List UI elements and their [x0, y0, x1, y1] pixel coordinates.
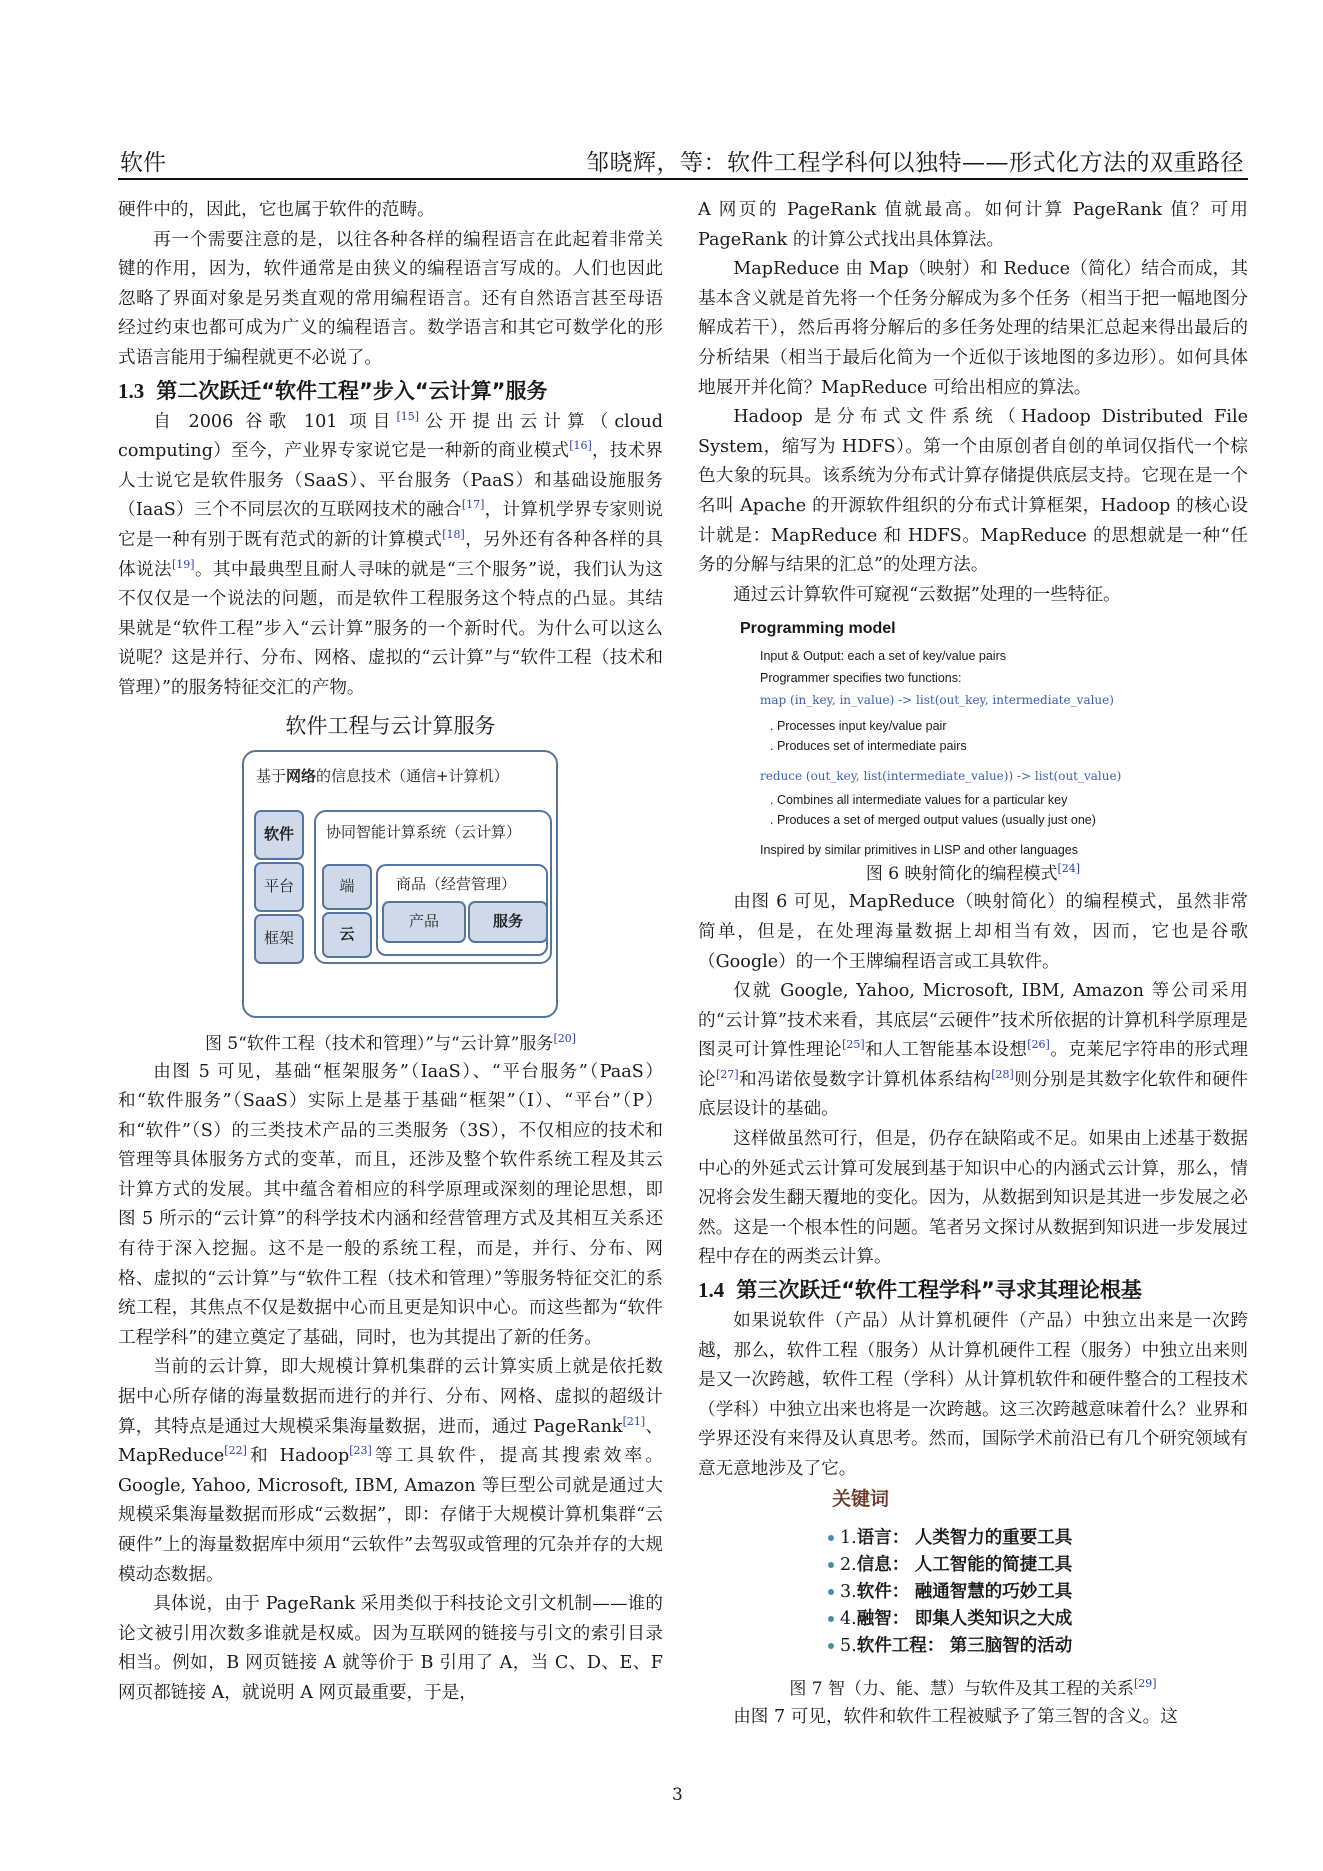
section-heading-1-3 [118, 374, 663, 408]
map-bullet: . Processes input key/value pair [770, 719, 947, 734]
paragraph: 由图 6 可见，MapReduce（映射简化）的编程模式，虽然非常简单，但是，在处理海量数据上却相当有效，因而，它也是谷歌（Google）的一个王牌编程语言或工具软件。 [698, 892, 1248, 972]
figure-title: 软件工程与云计算服务 [285, 713, 496, 738]
reduce-bullet: . Produces a set of merged output values (usually just one) [770, 813, 1096, 828]
paragraph: 硬件中的，因此，它也属于软件的范畴。 [118, 200, 435, 220]
cell-terminal: 端 [322, 864, 372, 910]
keyword-item: 3.软件： 融通智慧的巧妙工具 [828, 1579, 1072, 1606]
paragraph: 由图 7 可见，软件和软件工程被赋予了第三智的含义。这 [733, 1706, 1178, 1727]
citation-link[interactable]: [19] [171, 557, 195, 571]
cell-product: 产品 [382, 901, 466, 943]
text: 和人工智能基本设想 [864, 1040, 1028, 1061]
reduce-signature: reduce (out_key, list(intermediate_value)) -> list(out_value) [760, 769, 1122, 784]
paragraph: 具体说，由于 PageRank 采用类似于科技论文引文机制——谁的论文被引用次数多谁就是权威。因为互联网的链接与引文的索引目录相当。例如，B 网页链接 A 就等价于 B 引用了 A，当 C、D、E、F 网页都链接 A，就说明 A 网页最重要，于是， [118, 1594, 663, 1703]
keyword-item: 5.软件工程： 第三脑智的活动 [828, 1633, 1072, 1660]
paragraph: Hadoop 是分布式文件系统（Hadoop Distributed File System，缩写为 HDFS）。第一个由原创者自创的单词仅指代一个棕色大象的玩具。该系统为分布式计算存储提供底层支持。它现在是一个名叫 Apache 的开源软件组织的分布式计算框架，Hadoop 的核心设计就是：MapReduce 和 HDFS。MapReduce 的思想就是一种“任务的分解与结果的汇总”的处理方法。 [698, 407, 1248, 576]
figure-6-programming-model [698, 610, 1248, 860]
citation-link[interactable]: [15] [396, 409, 420, 423]
figure-line: Programmer specifies two functions: [760, 671, 962, 686]
figure-line: Input & Output: each a set of key/value pairs [760, 649, 1006, 664]
paragraph [118, 1353, 663, 1590]
text: 和冯诺依曼数字计算机体系结构 [738, 1069, 992, 1090]
paragraph: 由图 5 可见，基础“框架服务”（IaaS）、“平台服务”（PaaS）和“软件服务”（SaaS）实际上是基于基础“框架”（I）、“平台”（P）和“软件”（S）的三类技术产品的三类服务（3S），不仅相应的技术和管理等具体服务方式的变革，而且，还涉及整个软件系统工程及其云计算方式的发展。其中蕴含着相应的科学原理或深刻的理论思想，即图 5 所示的“云计算”的科学技术内涵和经营管理方式及其相互关系还有待于深入挖掘。这不是一般的系统工程，而是，并行、分布、网格、虚拟的“云计算”与“软件工程（技术和管理）”等服务特征交汇的系统工程，其焦点不仅是数据中心而且更是知识中心。而这些都为“软件工程学科”的建立奠定了基础，同时，也为其提出了新的任务。 [118, 1061, 663, 1348]
bullet-icon [828, 1616, 834, 1622]
section-heading-1-4 [698, 1273, 1248, 1307]
section-title: 第二次跃迁“软件工程”步入“云计算”服务 [156, 378, 548, 403]
bullet-icon [828, 1562, 834, 1568]
reduce-bullet: . Combines all intermediate values for a particular key [770, 793, 1068, 808]
bullet-icon [828, 1535, 834, 1541]
text: 仅就 Google, Yahoo, Microsoft, IBM, Amazon 等公司采用的“云计算”技术来看，其底层“云硬件”技术所依据的计算机科学原理是图灵可计算性理论 [698, 981, 1248, 1061]
text: 、MapReduce [118, 1416, 663, 1467]
keyword-list [828, 1525, 1072, 1660]
paragraph: A 网页的 PageRank 值就最高。如何计算 PageRank 值？可用 PageRank 的计算公式找出具体算法。 [698, 200, 1248, 250]
paragraph [698, 977, 1248, 1125]
section-number: 1.4 [698, 1278, 725, 1303]
text: ，另外还有各种各样的具体说法 [118, 529, 663, 580]
citation-link[interactable]: [27] [716, 1067, 739, 1081]
text: 。其中最典型且耐人寻味的就是“三个服务”说，我们认为这不仅仅是一个说法的问题，而是软件工程服务这个特点的凸显。其结果就是“软件工程”步入“云计算”服务的一个新时代。为什么可以这么说呢？这是并行、分布、网格、虚拟的“云计算”与“软件工程（技术和管理）”的服务特征交汇的产物。 [118, 559, 663, 698]
goods-label: 商品（经营管理） [396, 874, 517, 893]
right-column [698, 196, 1248, 1732]
bullet-icon [828, 1643, 834, 1649]
paragraph: MapReduce 由 Map（映射）和 Reduce（简化）结合而成，其基本含义就是首先将一个任务分解成为多个任务（相当于把一幅地图分解成若干），然后再将分解后的多任务处理的结果汇总起来得出最后的分析结果（相当于最后化简为一个近似于该地图的多边形）。如何具体地展开并化简？MapReduce 可给出相应的算法。 [698, 259, 1248, 398]
citation-link[interactable]: [28] [991, 1067, 1014, 1081]
figure-6-caption: 图 6 映射简化的编程模式[24] [865, 862, 1081, 885]
citation-link[interactable]: [25] [842, 1038, 865, 1052]
text: 则分别是其数字化软件和硬件底层设计的基础。 [698, 1069, 1248, 1120]
citation-link[interactable]: [29] [1134, 1676, 1157, 1690]
figure-5-caption: 图 5“软件工程（技术和管理）”与“云计算”服务[20] [204, 1031, 577, 1054]
paragraph: 这样做虽然可行，但是，仍存在缺陷或不足。如果由上述基于数据中心的外延式云计算可发展到基于知识中心的内涵式云计算，那么，情况将会发生翻天覆地的变化。因为，从数据到知识是其进一步发展之必然。这是一个根本性的问题。笔者另文探讨从数据到知识进一步发展过程中存在的两类云计算。 [698, 1129, 1248, 1268]
citation-link[interactable]: [26] [1027, 1038, 1050, 1052]
cell-software: 软件 [254, 810, 304, 860]
paragraph: 如果说软件（产品）从计算机硬件（产品）中独立出来是一次跨越，那么，软件工程（服务）从计算机硬件工程（服务）中独立出来则是又一次跨越，软件工程（学科）从计算机软件和硬件整合的工程技术（学科）中独立出来也将是一次跨越。这三次跨越意味着什么？业界和学界还没有来得及认真思考。然而，国际学术前沿已有几个研究领域有意无意地涉及了它。 [698, 1311, 1248, 1479]
cell-platform: 平台 [254, 862, 304, 912]
text: 自 2006 谷歌 101 项目 [153, 411, 397, 432]
cloud-computing-label: 协同智能计算系统（云计算） [326, 822, 522, 841]
paragraph [118, 408, 663, 704]
journal-name: 软件 [120, 150, 166, 176]
section-number: 1.3 [118, 378, 145, 403]
text: 等工具软件，提高其搜索效率。Google, Yahoo, Microsoft, IBM, Amazon 等巨型公司就是通过大规模采集海量数据而形成“云数据”，即：存储于大规模计算机集群“云硬件”上的海量数据库中须用“云软件”去驾驭或管理的冗杂并存的大规模动态数据。 [118, 1446, 663, 1585]
cell-cloud: 云 [322, 912, 372, 958]
text: 公开提出云计算（cloud computing）至今，产业界专家说它是一种新的商业模式 [118, 411, 663, 462]
text: ，计算机学界专家则说它是一种有别于既有范式的新的计算模式 [118, 500, 663, 550]
running-title: 邹晓辉，等：软件工程学科何以独特——形式化方法的双重路径 [586, 150, 1244, 176]
keyword-item: 1.语言： 人类智力的重要工具 [828, 1525, 1072, 1552]
citation-link[interactable]: [18] [442, 527, 465, 541]
figure-heading: Programming model [740, 620, 896, 638]
citation-link[interactable]: [20] [553, 1031, 577, 1045]
citation-link[interactable]: [16] [569, 439, 592, 453]
bullet-icon [828, 1589, 834, 1595]
keyword-item: 2.信息： 人工智能的简捷工具 [828, 1552, 1072, 1579]
figure-5-diagram [118, 712, 663, 1030]
citation-link[interactable]: [17] [461, 498, 485, 512]
citation-link[interactable]: [21] [622, 1414, 646, 1428]
citation-link[interactable]: [24] [1057, 862, 1081, 876]
map-bullet: . Produces set of intermediate pairs [770, 739, 967, 754]
cell-framework: 框架 [254, 914, 304, 964]
page-header [118, 140, 1248, 180]
page-number: 3 [672, 1785, 683, 1805]
map-signature: map (in_key, in_value) -> list(out_key, intermediate_value) [760, 693, 1114, 708]
text: ，技术界人士说它是软件服务（SaaS）、平台服务（PaaS）和基础设施服务（IaaS）三个不同层次的互联网技术的融合 [118, 441, 663, 521]
keyword-item: 4.融智： 即集人类知识之大成 [828, 1606, 1072, 1633]
paragraph: 再一个需要注意的是，以往各种各样的编程语言在此起着非常关键的作用，因为，软件通常是由狭义的编程语言写成的。人们也因此忽略了界面对象是另类直观的常用编程语言。还有自然语言甚至母语经过约束也都可成为广义的编程语言。数学语言和其它可数学化的形式语言能用于编程就更不必说了。 [118, 229, 663, 368]
figure-footer: Inspired by similar primitives in LISP and other languages [760, 843, 1078, 858]
left-column [118, 196, 663, 1709]
text: 和 Hadoop [246, 1446, 350, 1467]
text: 当前的云计算，即大规模计算机集群的云计算实质上就是依托数据中心所存储的海量数据而进行的并行、分布、网格、虚拟的超级计算，其特点是通过大规模采集海量数据，进而，通过 PageRank [118, 1357, 663, 1437]
paragraph: 通过云计算软件可窥视“云数据”处理的一些特征。 [733, 584, 1121, 605]
section-title: 第三次跃迁“软件工程学科”寻求其理论根基 [736, 1278, 1142, 1303]
citation-link[interactable]: [22] [224, 1444, 247, 1458]
keywords-title: 关键词 [832, 1487, 890, 1510]
text: 。克莱尼字符串的形式理论 [698, 1040, 1248, 1090]
citation-link[interactable]: [23] [349, 1444, 372, 1458]
figure-7-caption: 图 7 智（力、能、慧）与软件及其工程的关系[29] [789, 1676, 1157, 1699]
cell-service: 服务 [468, 901, 548, 943]
figure-7-keywords [698, 1485, 1248, 1675]
network-it-label: 基于网络的信息技术（通信+计算机） [256, 766, 509, 785]
